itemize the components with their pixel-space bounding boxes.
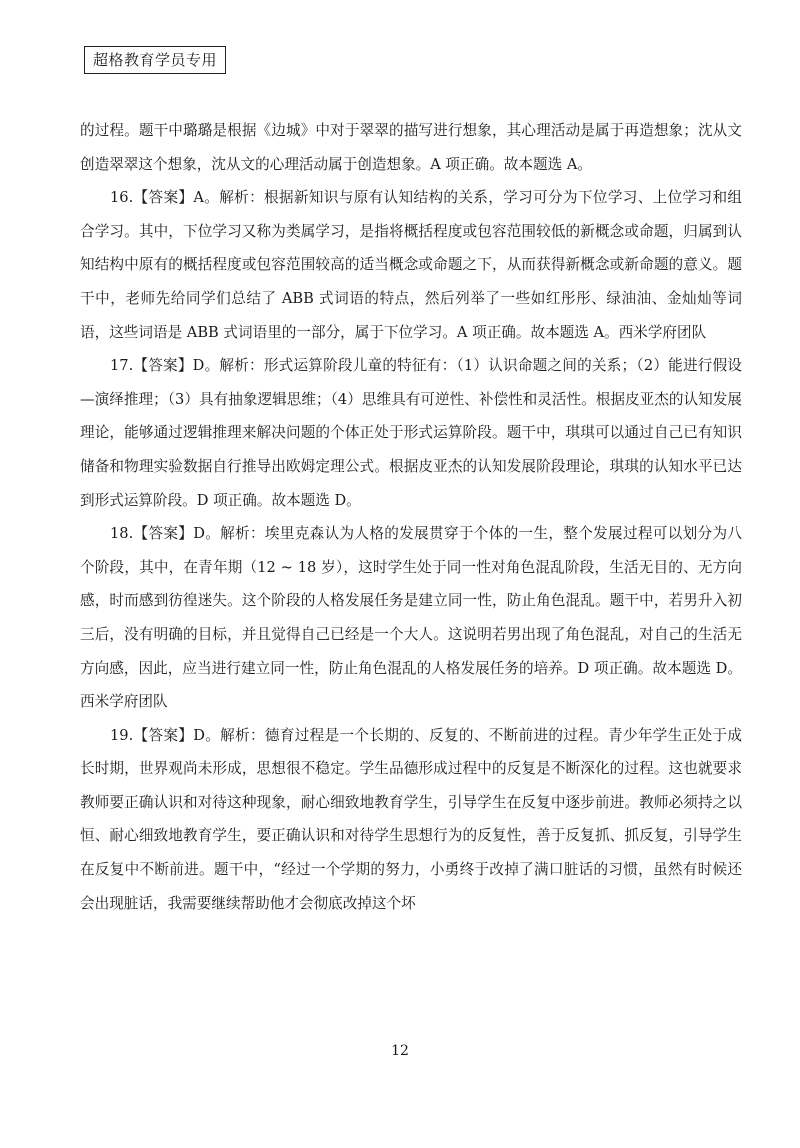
answer-17-paragraph: 17.【答案】D。解析：形式运算阶段儿童的特征有：（1）认识命题之间的关系；（2）能进行假设—演绎推理；（3）具有抽象逻辑思维；（4）思维具有可逆性、补偿性和灵活性。根据皮亚杰的认知发展理论，能够通过逻辑推理来解决问题的个体正处于形式运算阶段。题干中，琪琪可以通过自己已有知识储备和物理实验数据自行推导出欧姆定理公式。根据皮亚杰的认知发展阶段理论，琪琪的认知水平已达到形式运算阶段。D 项正确。故本题选 D。 [80, 357, 742, 509]
page-number: 12 [391, 1043, 409, 1059]
answer-19-paragraph: 19.【答案】D。解析：德育过程是一个长期的、反复的、不断前进的过程。青少年学生正处于成长时期，世界观尚未形成，思想很不稳定。学生品德形成过程中的反复是不断深化的过程。这也就要求教师要正确认识和对待这种现象，耐心细致地教育学生，引导学生在反复中逐步前进。教师必须持之以恒、耐心细致地教育学生，要正确认识和对待学生思想行为的反复性，善于反复抓、抓反复，引导学生在反复中不断前进。题干中，“经过一个学期的努力，小勇终于改掉了满口脏话的习惯，虽然有时候还会出现脏话，我需要继续帮助他才会彻底改掉这个坏 [80, 726, 742, 912]
answer-18-paragraph: 18.【答案】D。解析：埃里克森认为人格的发展贯穿于个体的一生，整个发展过程可以划分为八个阶段，其中，在青年期（12 ~ 18 岁），这时学生处于同一性对角色混乱阶段，生活无目的、无方向感，时而感到彷徨迷失。这个阶段的人格发展任务是建立同一性，防止角色混乱。题干中，若男升入初三后，没有明确的目标，并且觉得自己已经是一个大人。这说明若男出现了角色混乱，对自己的生活无方向感，因此，应当进行建立同一性，防止角色混乱的人格发展任务的培养。D 项正确。故本题选 D。西米学府团队 [80, 525, 742, 711]
paragraph-continuation: 的过程。题干中璐璐是根据《边城》中对于翠翠的描写进行想象，其心理活动是属于再造想象；沈从文创造翠翠这个想象，沈从文的心理活动属于创造想象。A 项正确。故本题选 A。 [80, 122, 742, 173]
header-label: 超格教育学员专用 [84, 46, 226, 74]
answer-16-paragraph: 16.【答案】A。解析：根据新知识与原有认知结构的关系，学习可分为下位学习、上位学习和组合学习。其中，下位学习又称为类属学习，是指将概括程度或包容范围较低的新概念或命题，归属到认知结构中原有的概括程度或包容范围较高的适当概念或命题之下，从而获得新概念或新命题的意义。题干中，老师先给同学们总结了 ABB 式词语的特点，然后列举了一些如红彤彤、绿油油、金灿灿等词语，这些词语是 ABB 式词语里的一部分，属于下位学习。A 项正确。故本题选 A。西米学府团队 [80, 189, 742, 341]
document-body [80, 114, 742, 920]
